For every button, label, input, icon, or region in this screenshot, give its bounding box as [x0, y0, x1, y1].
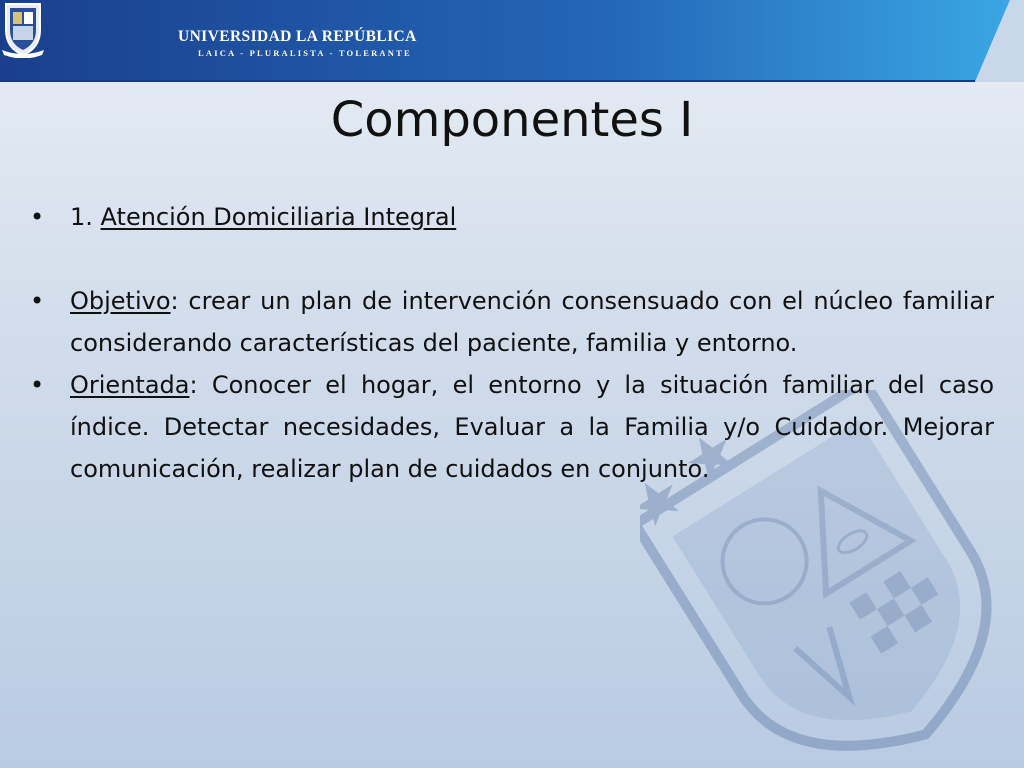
bullet-item-3	[30, 364, 994, 490]
bullet-body-orientada: : Conocer el hogar, el entorno y la situación familiar del caso índice. Detectar necesidades, Evaluar a la Familia y/o Cuidador. Mejorar comunicación, realizar plan de cuidados en conjunto.	[70, 371, 994, 483]
bullet-lead-atencion: Atención Domiciliaria Integral	[100, 203, 457, 231]
bullet-glyph: •	[30, 371, 45, 399]
university-shield-logo-icon	[0, 0, 46, 58]
slide-content	[30, 196, 994, 490]
bullet-prefix: 1.	[70, 203, 101, 231]
bullet-item-2	[30, 280, 994, 364]
bullet-spacer	[30, 238, 994, 280]
header-band	[0, 0, 1024, 82]
slide-title: Componentes I	[330, 92, 694, 148]
header-band-background	[0, 0, 1024, 82]
bullet-lead-objetivo: Objetivo	[70, 287, 171, 315]
brand-name: UNIVERSIDAD LA REPÚBLICA	[178, 28, 417, 45]
bullet-body-objetivo: : crear un plan de intervención consensuado con el núcleo familiar considerando características del paciente, familia y entorno.	[70, 287, 994, 357]
bullet-item-1	[30, 196, 994, 238]
bullet-glyph: •	[30, 203, 45, 231]
bullet-glyph: •	[30, 287, 45, 315]
brand-motto: LAICA - PLURALISTA - TOLERANTE	[198, 48, 412, 58]
bullet-lead-orientada: Orientada	[70, 371, 190, 399]
